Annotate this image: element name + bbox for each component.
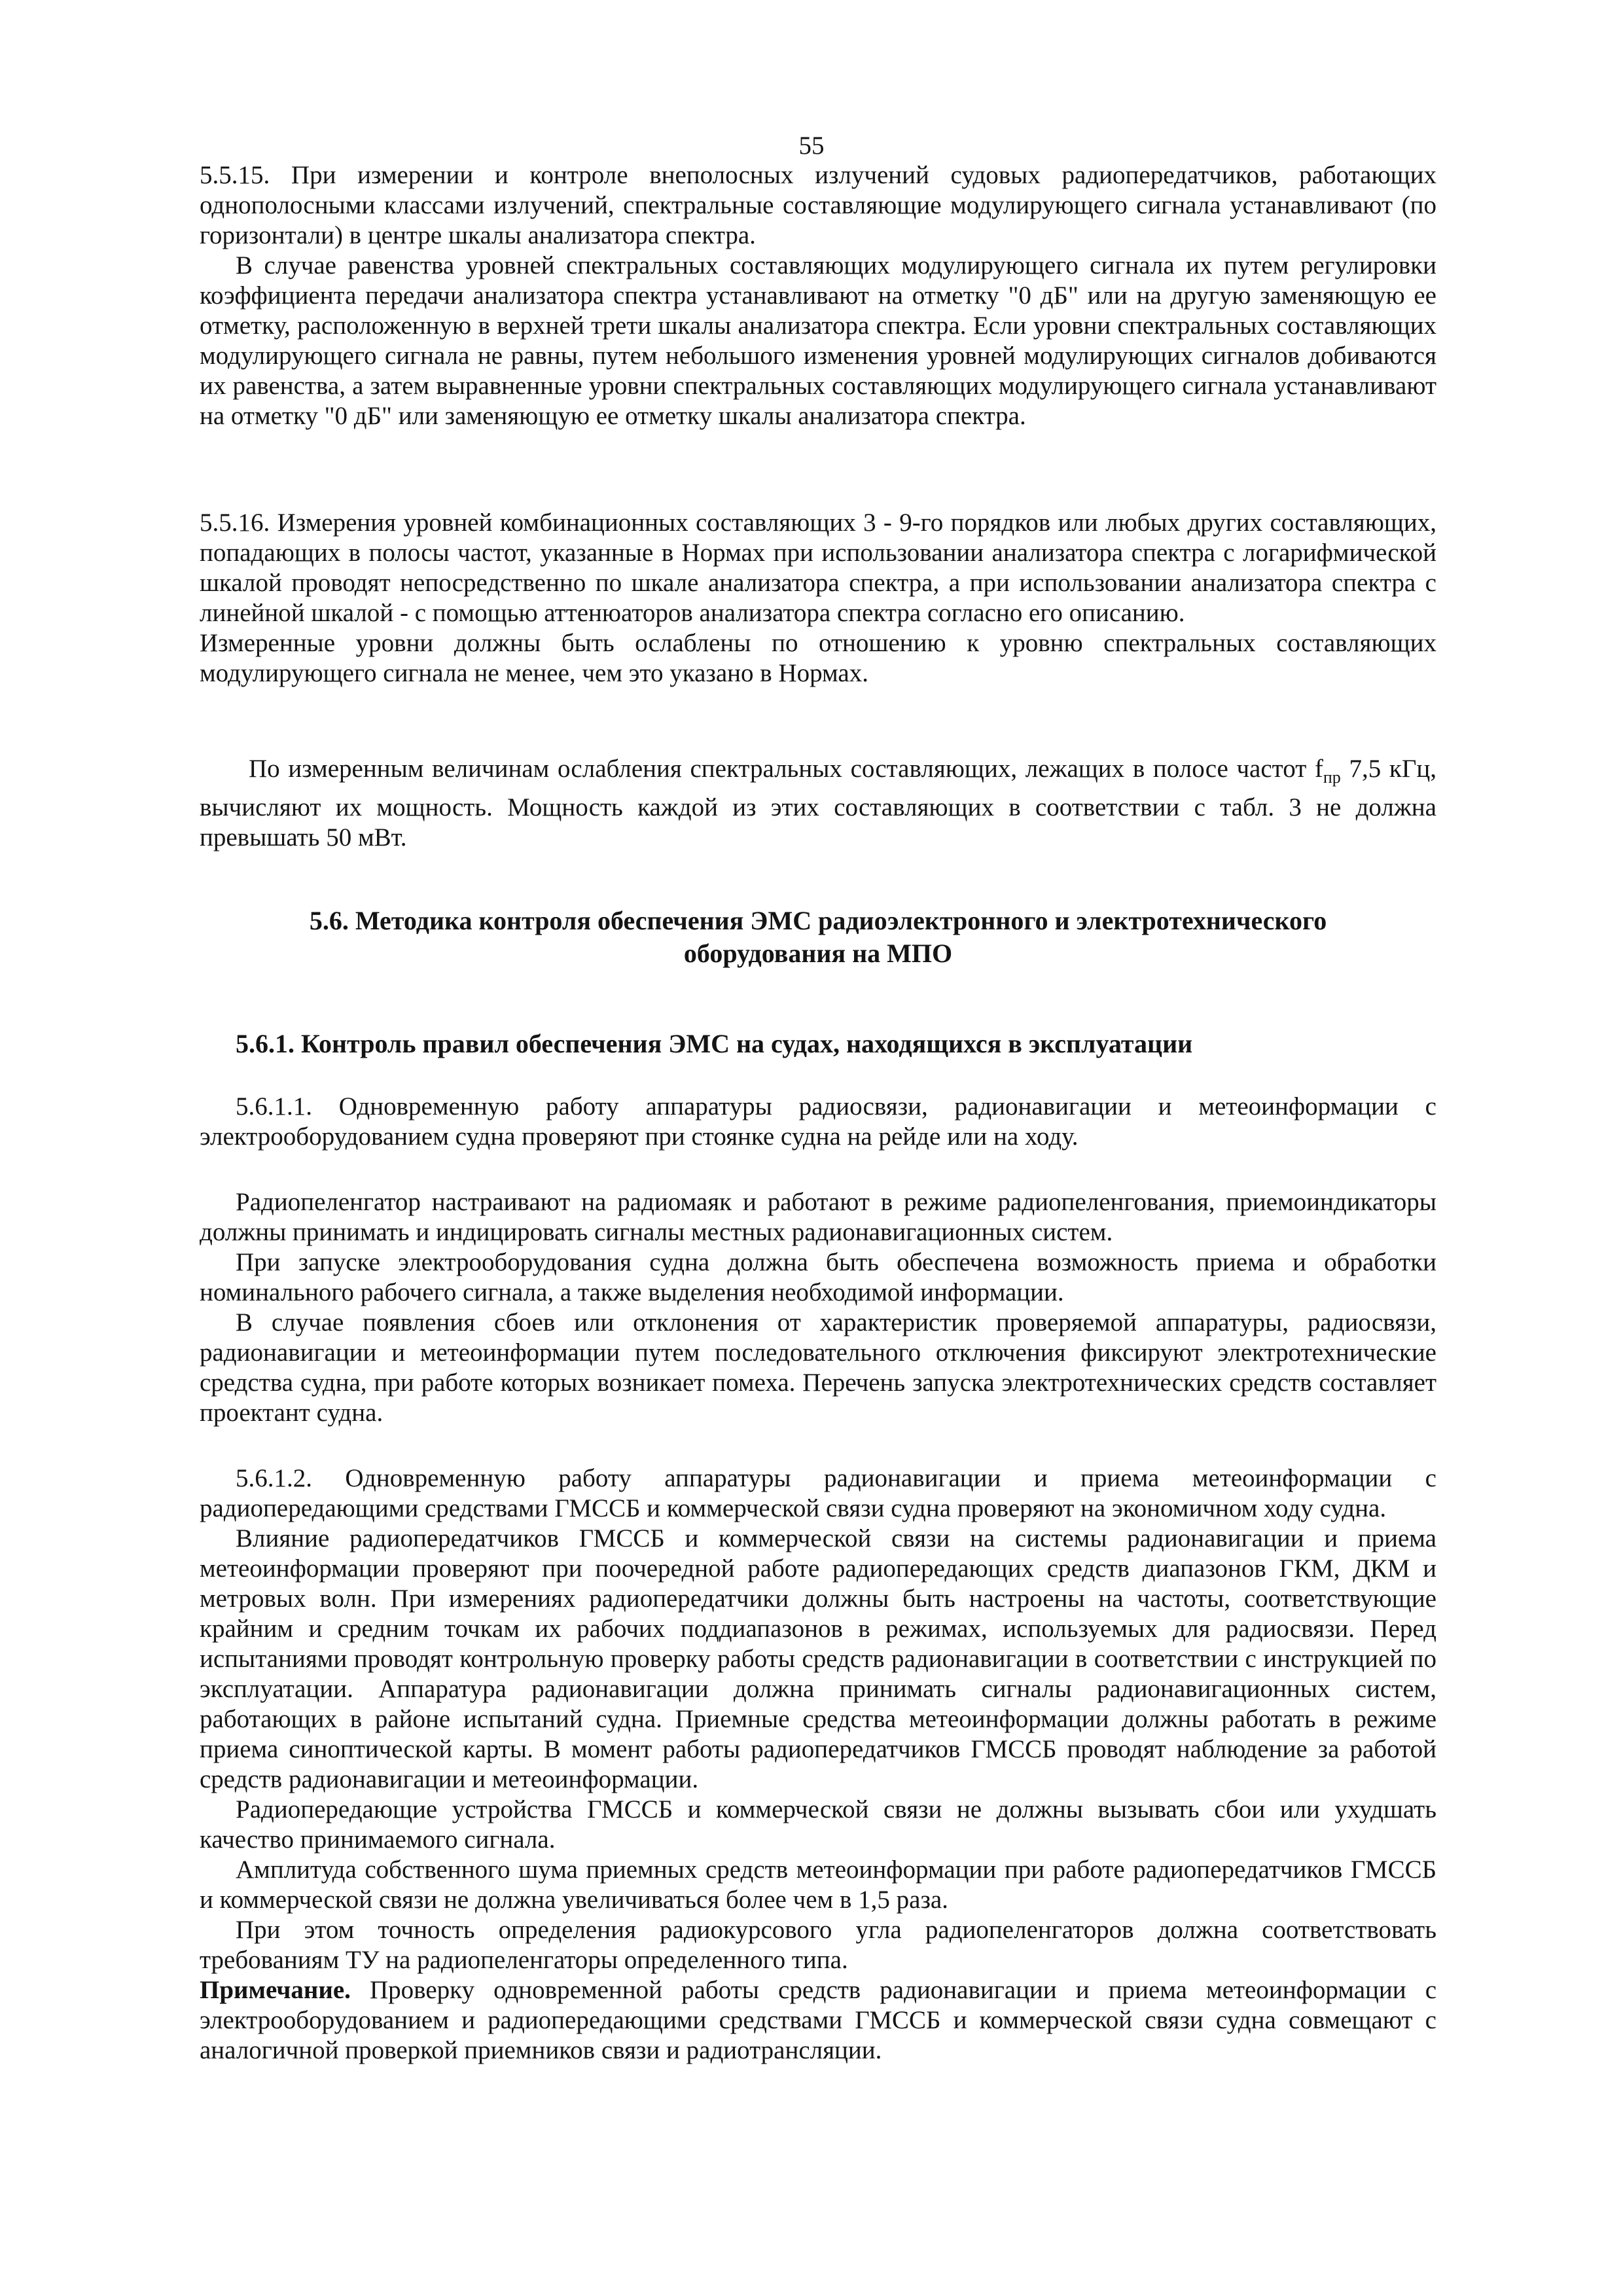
power-calc-text-b: 7,5 кГц, вычисляют их мощность. Мощность каждой из этих составляющих в соответствии с табл. 3 не должна превышать 50 мВт.	[200, 755, 1436, 852]
section-5-6-title-line1: 5.6. Методика контроля обеспечения ЭМС радиоэлектронного и электротехнического	[309, 906, 1327, 935]
paragraph-failures: В случае появления сбоев или отклонения от характеристик проверяемой аппаратуры, радиосвязи, радионавигации и метеоинформации путем последовательного отключения фиксируют электротехнические средства судна, при работе которых возникает помеха. Перечень запуска электротехнических средств составляет проектант судна.	[200, 1308, 1436, 1427]
paragraph-5-5-16-levels: Измеренные уровни должны быть ослаблены по отношению к уровню спектральных составляющих модулирующего сигнала не менее, чем это указано в Нормах.	[200, 629, 1436, 687]
paragraph-5-5-16: 5.5.16. Измерения уровней комбинационных составляющих 3 - 9-го порядков или любых других составляющих, попадающих в полосы частот, указанные в Нормах при использовании анализатора спектра с логарифмической шкалой проводят непосредственно по шкале анализатора спектра, а при использовании анализатора спектра с линейной шкалой - с помощью аттенюаторов анализатора спектра согласно его описанию.	[200, 509, 1436, 627]
paragraph-note	[200, 1975, 1436, 2066]
paragraph-no-failures: Радиопередающие устройства ГМССБ и коммерческой связи не должны вызывать сбои или ухудшать качество принимаемого сигнала.	[200, 1795, 1436, 1854]
section-5-5-16	[200, 508, 1436, 689]
section-5-5-15	[200, 160, 1436, 431]
page-number: 55	[798, 132, 825, 160]
paragraph-5-6-1-2: 5.6.1.2. Одновременную работу аппаратуры радионавигации и приема метеоинформации с радиопередающими средствами ГМССБ и коммерческой связи судна проверяют на экономичном ходу судна.	[200, 1464, 1436, 1522]
paragraph-power-calc	[200, 754, 1436, 853]
paragraph-bearing-accuracy: При этом точность определения радиокурсового угла радиопеленгаторов должна соответствовать требованиям ТУ на радиопеленгаторы определенного типа.	[200, 1916, 1436, 1974]
paragraph-electrical-startup: При запуске электрооборудования судна должна быть обеспечена возможность приема и обработки номинального рабочего сигнала, а также выделения необходимой информации.	[200, 1248, 1436, 1306]
section-5-6-title-line2: оборудования на МПО	[683, 939, 953, 968]
paragraph-5-5-15-equal-levels: В случае равенства уровней спектральных составляющих модулирующего сигнала их путем регулировки коэффициента передачи анализатора спектра устанавливают на отметку "0 дБ" или на другую заменяющую ее отметку, расположенную в верхней трети шкалы анализатора спектра. Если уровни спектральных составляющих модулирующего сигнала не равны, путем небольшого изменения уровней модулирующих сигналов добиваются их равенства, а затем выравненные уровни спектральных составляющих модулирующего сигнала устанавливают на отметку "0 дБ" или заменяющую ее отметку шкалы анализатора спектра.	[200, 251, 1436, 430]
frequency-subscript: пр	[1323, 767, 1341, 787]
paragraph-transmitter-influence: Влияние радиопередатчиков ГМССБ и коммерческой связи на системы радионавигации и приема метеоинформации проверяют при поочередной работе радиопередающих средств диапазонов ГКМ, ДКМ и метровых волн. При измерениях радиопередатчики должны быть настроены на частоты, соответствующие крайним и средним точкам их рабочих поддиапазонов в режимах, используемых для радиосвязи. Перед испытаниями проводят контрольную проверку работы средств радионавигации в соответствии с инструкцией по эксплуатации. Аппаратура радионавигации должна принимать сигналы радионавигационных систем, работающих в районе испытаний судна. Приемные средства метеоинформации должны работать в режиме приема синоптической карты. В момент работы радиопередатчиков ГМССБ проводят наблюдение за работой средств радионавигации и метеоинформации.	[200, 1524, 1436, 1793]
section-5-6-1-2	[200, 1463, 1436, 2066]
paragraph-direction-finder: Радиопеленгатор настраивают на радиомаяк и работают в режиме радиопеленгования, приемоиндикаторы должны принимать и индицировать сигналы местных радионавигационных систем.	[200, 1188, 1436, 1246]
note-label: Примечание.	[200, 1976, 351, 2004]
section-radio-direction-finder	[200, 1187, 1436, 1428]
section-5-6-title	[200, 905, 1436, 970]
paragraph-5-6-1-1: 5.6.1.1. Одновременную работу аппаратуры радиосвязи, радионавигации и метеоинформации с электрооборудованием судна проверяют при стоянке судна на рейде или на ходу.	[200, 1092, 1436, 1151]
section-5-6-1-1	[200, 1092, 1436, 1152]
section-5-6-1-title: 5.6.1. Контроль правил обеспечения ЭМС на судах, находящихся в эксплуатации	[236, 1029, 1193, 1058]
section-power-calc	[200, 754, 1436, 853]
paragraph-noise-amplitude: Амплитуда собственного шума приемных средств метеоинформации при работе радиопередатчиков ГМССБ и коммерческой связи не должна увеличиваться более чем в 1,5 раза.	[200, 1856, 1436, 1914]
paragraph-5-5-15: 5.5.15. При измерении и контроле внеполосных излучений судовых радиопередатчиков, работающих однополосными классами излучений, спектральные составляющие модулирующего сигнала устанавливают (по горизонтали) в центре шкалы анализатора спектра.	[200, 161, 1436, 249]
power-calc-text-a: По измеренным величинам ослабления спектральных составляющих, лежащих в полосе частот f	[249, 755, 1323, 783]
note-text: Проверку одновременной работы средств радионавигации и приема метеоинформации с электрооборудованием и радиопередающими средствами ГМССБ и коммерческой связи судна совмещают с аналогичной проверкой приемников связи и радиотрансляции.	[200, 1976, 1436, 2064]
